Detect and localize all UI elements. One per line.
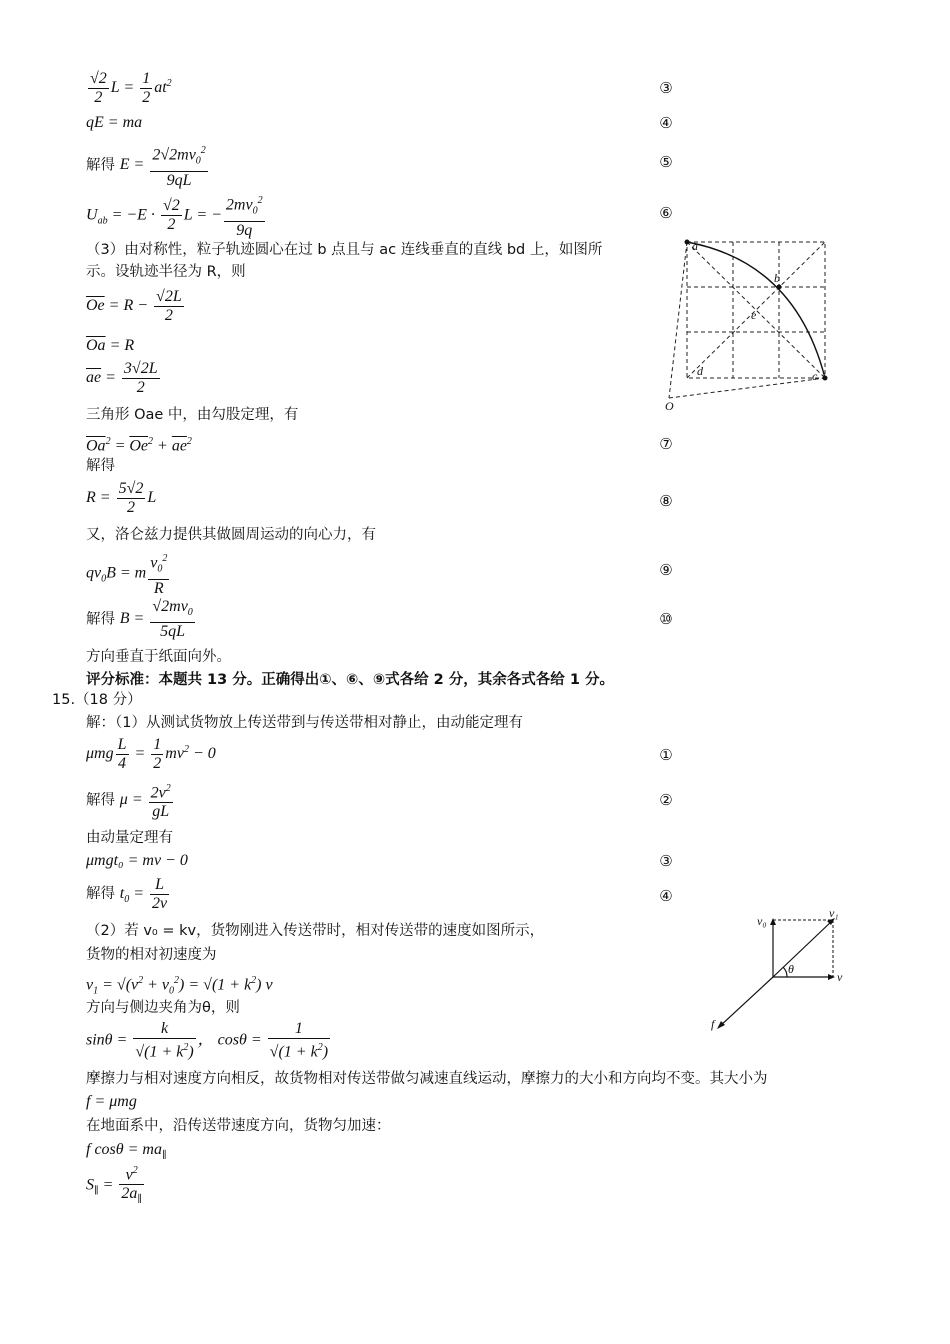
eq-oe: $\overline{Oe} = R$ − $\frac{√2L}{2}$ (86, 288, 182, 324)
angle-text: 方向与侧边夹角为θ，则 (86, 1000, 240, 1016)
eq-4: qE = ma (86, 114, 143, 131)
marker-2: ② (659, 791, 673, 809)
part-1-text: 解：（1）从测试货物放上传送带到与传送带相对静止，由动能定理有 (86, 715, 523, 731)
eq-15-4: 解得 $t_0$ = $\frac{L}{2v}$ (86, 876, 168, 912)
triangle-text: 三角形 Oae 中，由勾股定理，有 (86, 407, 299, 423)
label-f: f (711, 1017, 715, 1031)
marker-6: ⑥ (659, 204, 673, 222)
question-15: 15.（18 分） (52, 692, 142, 708)
label-a: a (692, 239, 698, 253)
eq-6: $U_{ab} = -E$ · $\frac{√2}{2}$ L = − $\frac{2mv_0^2}{9q}$ (86, 192, 267, 240)
marker-3a: ③ (659, 79, 673, 97)
eq-s-parallel: $S_\parallel$ = $\frac{v^2}{2a_\parallel}$ (86, 1162, 146, 1210)
solve-label: 解得 (86, 458, 115, 474)
eq-9: $qv_0B = m$ $\frac{v_0^2}{R}$ (86, 550, 171, 598)
para-3a: （3）由对称性，粒子轨迹圆心在过 b 点且与 ac 连线垂直的直线 bd 上，如图所 (86, 242, 603, 258)
marker-7: ⑦ (659, 435, 673, 453)
f-vector (719, 977, 773, 1027)
label-d: d (697, 364, 703, 378)
marker-3b: ③ (659, 852, 673, 870)
friction-text: 摩擦力与相对速度方向相反，故货物相对传送带做匀减速直线运动，摩擦力的大小和方向均不变。其大小为 (86, 1071, 768, 1087)
relative-velocity-text: 货物的相对初速度为 (86, 947, 217, 963)
v1-vector (773, 920, 833, 977)
label-v1: v₁ (829, 906, 839, 920)
marker-1: ① (659, 746, 673, 764)
ground-frame-text: 在地面系中，沿传送带速度方向，货物匀加速： (86, 1118, 391, 1134)
label-O: O (665, 399, 674, 412)
momentum-text: 由动量定理有 (86, 830, 173, 846)
marker-4a: ④ (659, 114, 673, 132)
part-2-text: （2）若 v₀ = kv，货物刚进入传送带时，相对传送带的速度如图所示， (86, 923, 545, 939)
eq-oa: $\overline{Oa} = R$ (86, 337, 135, 354)
direction-text: 方向垂直于纸面向外。 (86, 649, 231, 665)
eq-8: R = $\frac{5√2}{2}$ L (86, 480, 157, 516)
eq-15-1: μmg $\frac{L}{4}$ = $\frac{1}{2}$ $mv^2 - 0$ (86, 736, 216, 772)
label-v: v (837, 970, 843, 984)
scoring-text: 评分标准：本题共 13 分。正确得出①、⑥、⑨式各给 2 分，其余各式各给 1 分。 (86, 672, 614, 688)
lorentz-text: 又，洛仑兹力提供其做圆周运动的向心力，有 (86, 527, 376, 543)
eq-ae: $\overline{ae}$ = $\frac{3√2L}{2}$ (86, 360, 158, 396)
para-3b: 示。设轨迹半径为 R，则 (86, 264, 246, 280)
label-theta: θ (788, 962, 794, 976)
eq-3: $\frac{√2}{2}$ L = $\frac{1}{2}$ $at^2$ (90, 70, 172, 106)
eq-15-2: 解得 μ = $\frac{2v^2}{gL}$ (86, 780, 175, 821)
eq-v1: $v_1 = √(v^2 + v_0^2) = √(1 + k^2)$ v (86, 975, 273, 997)
marker-5: ⑤ (659, 153, 673, 171)
label-v0: v₀ (757, 914, 767, 928)
trajectory-figure (655, 232, 835, 412)
eq-10: 解得 B = $\frac{√2mv_0}{5qL}$ (86, 598, 193, 641)
marker-8: ⑧ (659, 492, 673, 510)
eq-5: 解得 E = $\frac{2√2mv_0^2}{9qL}$ (86, 142, 210, 190)
eq-sin-cos: sinθ = $\frac{k}{√(1 + k^2)}$ ， cosθ = $\frac{1}{√(1 + k^2)}$ (86, 1020, 329, 1061)
marker-4b: ④ (659, 887, 673, 905)
eq-fcos: f $\cos\theta = ma_\parallel$ (86, 1141, 167, 1162)
eq-7: $\overline{Oa}^2 = \overline{Oe}^2 + \overline{ae}^2$ (86, 436, 192, 455)
label-c: c (812, 369, 818, 383)
marker-10: ⑩ (659, 610, 673, 628)
velocity-figure (705, 905, 855, 1040)
marker-9: ⑨ (659, 561, 673, 579)
label-b: b (774, 271, 780, 285)
label-e: e (751, 308, 757, 322)
eq-f: f = μmg (86, 1093, 137, 1110)
eq-15-3: μmgt₀ = mv − 0 (86, 852, 188, 869)
